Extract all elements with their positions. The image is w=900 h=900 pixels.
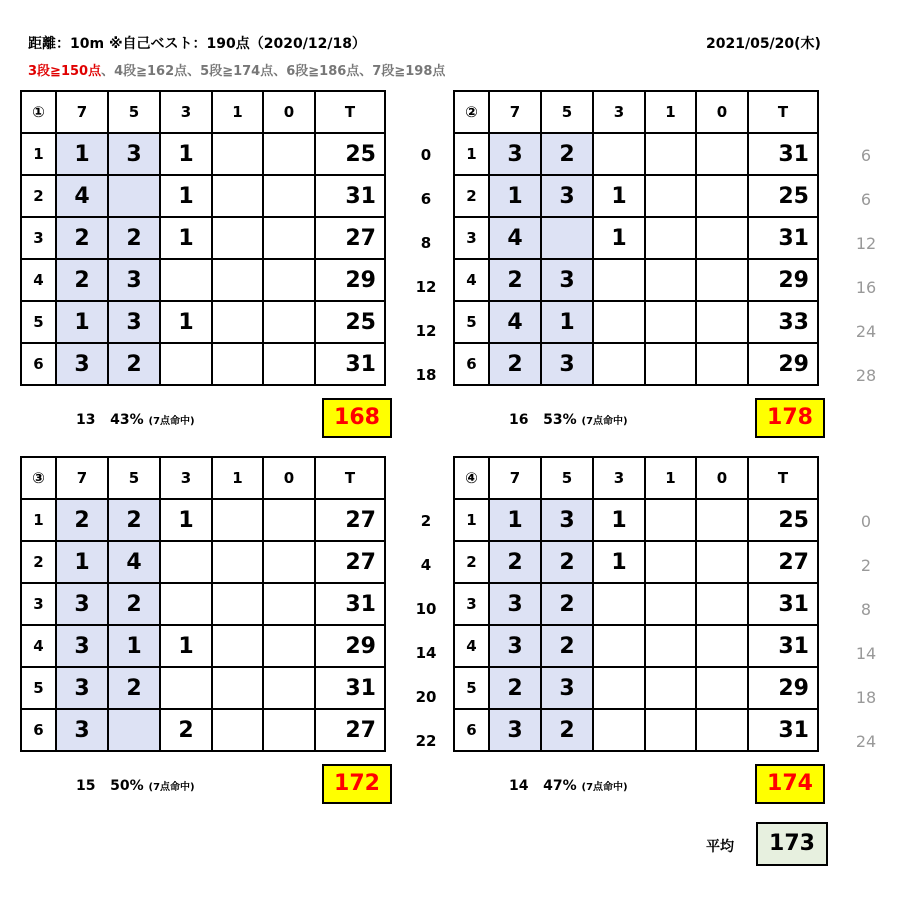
row-number: 4 (454, 259, 489, 301)
count-0 (263, 541, 315, 583)
column-header-0: 0 (696, 91, 748, 133)
count-7: 2 (56, 217, 108, 259)
column-header-7: 7 (489, 91, 541, 133)
count-3 (593, 583, 645, 625)
count-5: 3 (541, 343, 593, 385)
score-table-1 (20, 90, 386, 386)
count-7: 3 (489, 709, 541, 751)
count-5: 2 (108, 217, 160, 259)
count-0 (696, 301, 748, 343)
column-header-5: 5 (108, 91, 160, 133)
table-row (21, 301, 385, 343)
cumulative-diff: 16 (855, 278, 877, 297)
hit-summary (76, 412, 195, 428)
count-7: 3 (56, 583, 108, 625)
count-1 (212, 301, 263, 343)
count-1 (212, 259, 263, 301)
count-5: 3 (541, 175, 593, 217)
row-number: 3 (454, 583, 489, 625)
count-7: 3 (489, 625, 541, 667)
count-0 (696, 541, 748, 583)
column-header-1: 1 (645, 457, 696, 499)
table-row (21, 499, 385, 541)
cumulative-diff: 14 (855, 644, 877, 663)
column-header-7: 7 (489, 457, 541, 499)
count-0 (263, 709, 315, 751)
row-number: 3 (454, 217, 489, 259)
count-3 (160, 667, 212, 709)
row-number: 2 (21, 541, 56, 583)
count-1 (212, 625, 263, 667)
count-5: 2 (108, 583, 160, 625)
count-3 (593, 709, 645, 751)
hit-count: 15 (76, 778, 96, 794)
count-3 (593, 343, 645, 385)
count-5: 2 (108, 499, 160, 541)
row-number: 1 (454, 499, 489, 541)
count-1 (212, 175, 263, 217)
hit-percentage: 50% (110, 778, 144, 794)
row-number: 6 (454, 709, 489, 751)
count-7: 1 (489, 499, 541, 541)
row-total: 25 (748, 175, 818, 217)
count-5: 2 (108, 667, 160, 709)
count-3: 1 (160, 175, 212, 217)
cumulative-diff: 2 (420, 512, 432, 530)
count-5: 3 (108, 133, 160, 175)
cumulative-diff: 0 (860, 512, 872, 531)
cumulative-diff: 20 (415, 688, 437, 706)
row-number: 5 (454, 667, 489, 709)
column-header-3: 3 (593, 91, 645, 133)
table-row (21, 175, 385, 217)
cumulative-diff: 12 (415, 322, 437, 340)
count-0 (696, 709, 748, 751)
count-1 (212, 541, 263, 583)
rank-threshold-others: 、4段≧162点、5段≧174点、6段≧186点、7段≧198点 (101, 64, 446, 79)
row-total: 29 (748, 259, 818, 301)
table-row (454, 709, 818, 751)
count-3: 1 (160, 217, 212, 259)
count-1 (212, 583, 263, 625)
count-3 (160, 541, 212, 583)
hit-note: (7点命中) (148, 782, 195, 793)
count-3: 2 (160, 709, 212, 751)
cumulative-diff: 24 (855, 322, 877, 341)
count-3 (160, 583, 212, 625)
table-row (454, 583, 818, 625)
table-row (454, 541, 818, 583)
cumulative-diff: 14 (415, 644, 437, 662)
row-total: 25 (748, 499, 818, 541)
row-number: 1 (21, 499, 56, 541)
row-total: 31 (315, 667, 385, 709)
count-1 (645, 343, 696, 385)
table-row (21, 541, 385, 583)
count-5: 2 (541, 583, 593, 625)
count-0 (696, 175, 748, 217)
count-3: 1 (160, 301, 212, 343)
count-0 (263, 499, 315, 541)
table-row (21, 259, 385, 301)
rank-thresholds (28, 60, 445, 79)
count-3 (160, 259, 212, 301)
average-value: 173 (756, 822, 828, 866)
count-1 (645, 583, 696, 625)
table-row (454, 259, 818, 301)
count-1 (212, 709, 263, 751)
count-3: 1 (160, 133, 212, 175)
cumulative-diff: 6 (860, 190, 872, 209)
table-row (21, 343, 385, 385)
cumulative-diff: 28 (855, 366, 877, 385)
count-5 (108, 709, 160, 751)
column-header-0: 0 (263, 91, 315, 133)
count-0 (263, 217, 315, 259)
row-total: 29 (315, 259, 385, 301)
cumulative-diff: 6 (860, 146, 872, 165)
hit-note: (7点命中) (148, 416, 195, 427)
table-row (21, 625, 385, 667)
count-7: 3 (56, 343, 108, 385)
rank-threshold-3dan: 3段≧150点 (28, 64, 102, 79)
cumulative-diff: 0 (420, 146, 432, 164)
count-0 (696, 217, 748, 259)
count-1 (645, 541, 696, 583)
count-5: 2 (541, 625, 593, 667)
table-row (454, 499, 818, 541)
column-header-3: 3 (160, 457, 212, 499)
round-label: ③ (21, 457, 56, 499)
column-header-3: 3 (160, 91, 212, 133)
row-number: 3 (21, 217, 56, 259)
count-1 (645, 259, 696, 301)
cumulative-diff: 22 (415, 732, 437, 750)
column-header-1: 1 (212, 457, 263, 499)
cumulative-diff: 8 (420, 234, 432, 252)
count-5: 4 (108, 541, 160, 583)
table-row (454, 625, 818, 667)
cumulative-diff: 12 (415, 278, 437, 296)
count-5: 3 (108, 301, 160, 343)
hit-count: 16 (509, 412, 529, 428)
row-total: 29 (748, 343, 818, 385)
count-7: 1 (489, 175, 541, 217)
count-1 (645, 133, 696, 175)
row-number: 5 (21, 301, 56, 343)
count-7: 1 (56, 301, 108, 343)
row-number: 2 (21, 175, 56, 217)
count-5 (541, 217, 593, 259)
cumulative-diff: 8 (860, 600, 872, 619)
row-total: 27 (748, 541, 818, 583)
cumulative-diff: 2 (860, 556, 872, 575)
row-number: 4 (21, 625, 56, 667)
row-number: 5 (21, 667, 56, 709)
hit-percentage: 47% (543, 778, 577, 794)
table-row (454, 343, 818, 385)
row-number: 6 (21, 709, 56, 751)
column-header-3: 3 (593, 457, 645, 499)
count-0 (696, 625, 748, 667)
hit-note: (7点命中) (581, 416, 628, 427)
column-header-1: 1 (212, 91, 263, 133)
count-0 (696, 259, 748, 301)
column-header-7: 7 (56, 457, 108, 499)
count-3 (593, 259, 645, 301)
column-header-0: 0 (696, 457, 748, 499)
round-total: 168 (322, 398, 392, 438)
count-0 (696, 499, 748, 541)
round-total: 178 (755, 398, 825, 438)
table-row (21, 667, 385, 709)
count-0 (263, 667, 315, 709)
score-table-4 (453, 456, 819, 752)
hit-percentage: 53% (543, 412, 577, 428)
column-header-1: 1 (645, 91, 696, 133)
count-0 (263, 133, 315, 175)
count-3: 1 (593, 217, 645, 259)
hit-summary (76, 778, 195, 794)
count-0 (263, 175, 315, 217)
row-total: 29 (315, 625, 385, 667)
column-header-5: 5 (541, 91, 593, 133)
column-header-5: 5 (541, 457, 593, 499)
column-header-T: T (748, 457, 818, 499)
round-total: 174 (755, 764, 825, 804)
count-7: 4 (489, 301, 541, 343)
count-5: 3 (541, 667, 593, 709)
count-1 (645, 499, 696, 541)
column-header-T: T (315, 91, 385, 133)
row-number: 6 (454, 343, 489, 385)
cumulative-diff: 18 (855, 688, 877, 707)
count-7: 2 (489, 343, 541, 385)
count-3: 1 (160, 625, 212, 667)
cumulative-diff: 18 (415, 366, 437, 384)
count-7: 2 (489, 259, 541, 301)
count-5: 2 (541, 541, 593, 583)
round-label: ④ (454, 457, 489, 499)
table-row (21, 583, 385, 625)
table-row (21, 709, 385, 751)
count-3 (593, 133, 645, 175)
table-row (21, 133, 385, 175)
count-1 (645, 175, 696, 217)
count-3 (593, 667, 645, 709)
count-5: 3 (541, 259, 593, 301)
count-7: 1 (56, 133, 108, 175)
count-3 (160, 343, 212, 385)
round-total: 172 (322, 764, 392, 804)
count-7: 3 (56, 709, 108, 751)
count-0 (696, 583, 748, 625)
count-1 (212, 667, 263, 709)
count-5: 2 (541, 709, 593, 751)
count-3: 1 (593, 541, 645, 583)
count-0 (263, 625, 315, 667)
hit-note: (7点命中) (581, 782, 628, 793)
row-total: 31 (748, 709, 818, 751)
cumulative-diff: 24 (855, 732, 877, 751)
count-3: 1 (160, 499, 212, 541)
count-7: 2 (56, 259, 108, 301)
row-number: 2 (454, 175, 489, 217)
row-total: 29 (748, 667, 818, 709)
row-number: 4 (21, 259, 56, 301)
row-number: 2 (454, 541, 489, 583)
count-5: 1 (108, 625, 160, 667)
count-7: 3 (56, 667, 108, 709)
row-total: 27 (315, 709, 385, 751)
date-header: 2021/05/20(木) (706, 36, 821, 52)
count-0 (263, 259, 315, 301)
column-header-0: 0 (263, 457, 315, 499)
count-1 (645, 625, 696, 667)
column-header-T: T (315, 457, 385, 499)
count-0 (696, 343, 748, 385)
count-5: 2 (541, 133, 593, 175)
column-header-7: 7 (56, 91, 108, 133)
hit-summary (509, 778, 628, 794)
count-3 (593, 625, 645, 667)
count-1 (645, 709, 696, 751)
count-7: 3 (489, 133, 541, 175)
row-total: 31 (315, 583, 385, 625)
row-total: 31 (748, 217, 818, 259)
row-number: 5 (454, 301, 489, 343)
cumulative-diff: 10 (415, 600, 437, 618)
count-3: 1 (593, 499, 645, 541)
hit-count: 13 (76, 412, 96, 428)
column-header-T: T (748, 91, 818, 133)
table-row (454, 301, 818, 343)
cumulative-diff: 4 (420, 556, 432, 574)
count-5: 2 (108, 343, 160, 385)
count-7: 2 (489, 541, 541, 583)
count-1 (212, 343, 263, 385)
row-total: 31 (748, 625, 818, 667)
count-0 (696, 667, 748, 709)
count-5 (108, 175, 160, 217)
count-0 (696, 133, 748, 175)
count-7: 4 (56, 175, 108, 217)
count-1 (212, 499, 263, 541)
row-total: 31 (748, 583, 818, 625)
score-table-2 (453, 90, 819, 386)
row-total: 27 (315, 217, 385, 259)
count-0 (263, 301, 315, 343)
row-total: 25 (315, 301, 385, 343)
count-5: 1 (541, 301, 593, 343)
row-number: 1 (454, 133, 489, 175)
count-0 (263, 583, 315, 625)
count-0 (263, 343, 315, 385)
row-number: 4 (454, 625, 489, 667)
count-1 (645, 217, 696, 259)
table-row (454, 175, 818, 217)
hit-summary (509, 412, 628, 428)
count-7: 2 (489, 667, 541, 709)
row-number: 3 (21, 583, 56, 625)
count-1 (212, 133, 263, 175)
hit-count: 14 (509, 778, 529, 794)
count-1 (645, 301, 696, 343)
count-7: 1 (56, 541, 108, 583)
count-5: 3 (541, 499, 593, 541)
table-row (454, 217, 818, 259)
row-total: 25 (315, 133, 385, 175)
count-5: 3 (108, 259, 160, 301)
round-label: ① (21, 91, 56, 133)
row-total: 27 (315, 541, 385, 583)
count-1 (212, 217, 263, 259)
row-total: 31 (315, 175, 385, 217)
count-1 (645, 667, 696, 709)
cumulative-diff: 12 (855, 234, 877, 253)
table-row (454, 667, 818, 709)
table-row (454, 133, 818, 175)
row-total: 33 (748, 301, 818, 343)
row-total: 27 (315, 499, 385, 541)
column-header-5: 5 (108, 457, 160, 499)
row-total: 31 (748, 133, 818, 175)
count-7: 4 (489, 217, 541, 259)
count-3 (593, 301, 645, 343)
hit-percentage: 43% (110, 412, 144, 428)
row-total: 31 (315, 343, 385, 385)
average-label: 平均 (706, 839, 734, 855)
count-7: 3 (489, 583, 541, 625)
row-number: 1 (21, 133, 56, 175)
round-label: ② (454, 91, 489, 133)
table-row (21, 217, 385, 259)
score-table-3 (20, 456, 386, 752)
count-3: 1 (593, 175, 645, 217)
distance-best-header: 距離：10m ※自己ベスト：190点（2020/12/18） (28, 36, 366, 52)
row-number: 6 (21, 343, 56, 385)
count-7: 2 (56, 499, 108, 541)
cumulative-diff: 6 (420, 190, 432, 208)
count-7: 3 (56, 625, 108, 667)
